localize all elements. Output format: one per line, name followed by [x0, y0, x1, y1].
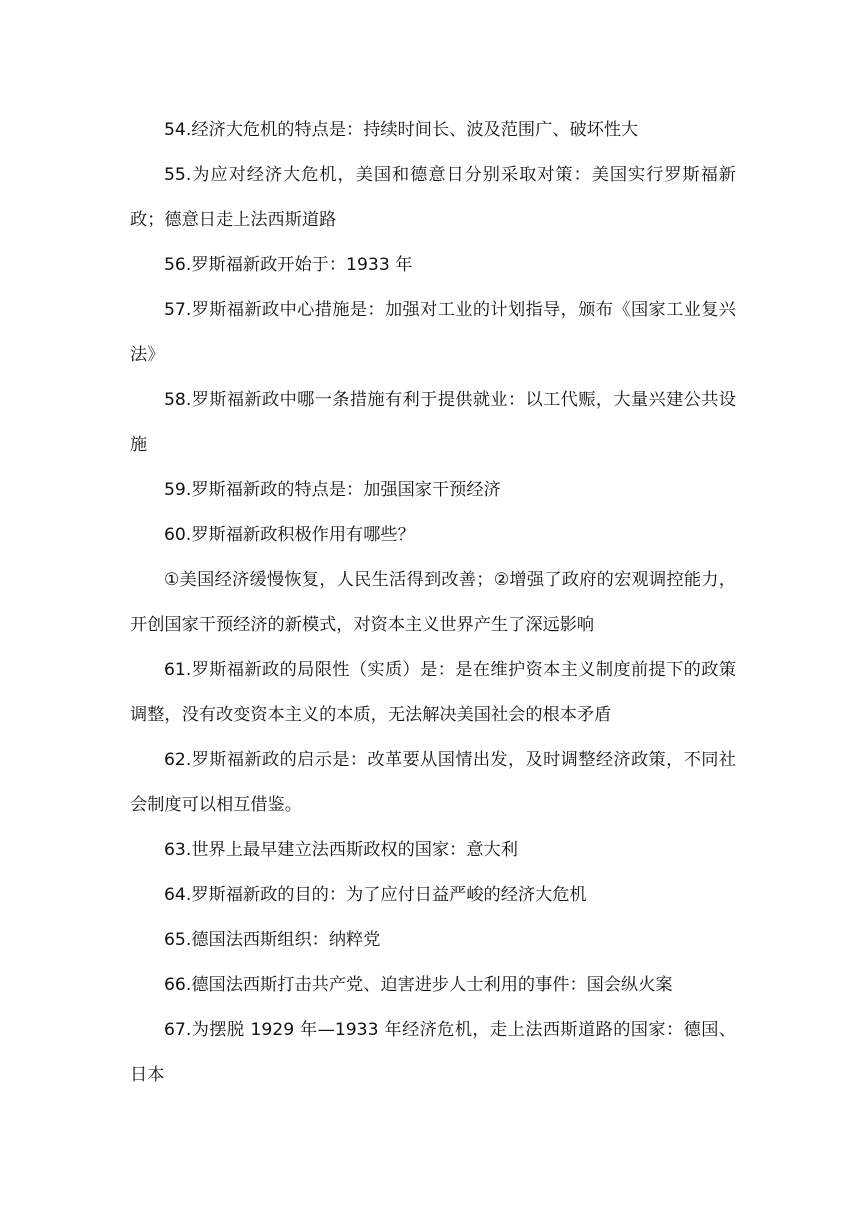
item-60: 60.罗斯福新政积极作用有哪些？: [164, 525, 415, 545]
item-60-answer: ①美国经济缓慢恢复，人民生活得到改善；②增强了政府的宏观调控能力，开创国家干预经济的新模式，对资本主义世界产生了深远影响: [130, 570, 736, 635]
item-67: 67.为摆脱 1929 年—1933 年经济危机，走上法西斯道路的国家：德国、日本: [130, 1020, 736, 1085]
item-55: 55.为应对经济大危机，美国和德意日分别采取对策：美国实行罗斯福新政；德意日走上法西斯道路: [130, 165, 736, 230]
item-63: 63.世界上最早建立法西斯政权的国家：意大利: [164, 840, 518, 860]
item-57: 57.罗斯福新政中心措施是：加强对工业的计划指导，颁布《国家工业复兴法》: [130, 300, 736, 365]
item-64: 64.罗斯福新政的目的：为了应付日益严峻的经济大危机: [164, 885, 587, 905]
item-62: 62.罗斯福新政的启示是：改革要从国情出发，及时调整经济政策，不同社会制度可以相互借鉴。: [130, 750, 736, 815]
document-body: [130, 108, 736, 1098]
item-61: 61.罗斯福新政的局限性（实质）是：是在维护资本主义制度前提下的政策调整，没有改变资本主义的本质，无法解决美国社会的根本矛盾: [130, 660, 736, 725]
item-66: 66.德国法西斯打击共产党、迫害进步人士利用的事件：国会纵火案: [164, 975, 673, 995]
item-65: 65.德国法西斯组织：纳粹党: [164, 930, 381, 950]
item-56: 56.罗斯福新政开始于：1933 年: [164, 255, 413, 275]
item-58: 58.罗斯福新政中哪一条措施有利于提供就业：以工代赈，大量兴建公共设施: [130, 390, 736, 455]
item-54: 54.经济大危机的特点是：持续时间长、波及范围广、破坏性大: [164, 120, 639, 140]
item-59: 59.罗斯福新政的特点是：加强国家干预经济: [164, 480, 501, 500]
